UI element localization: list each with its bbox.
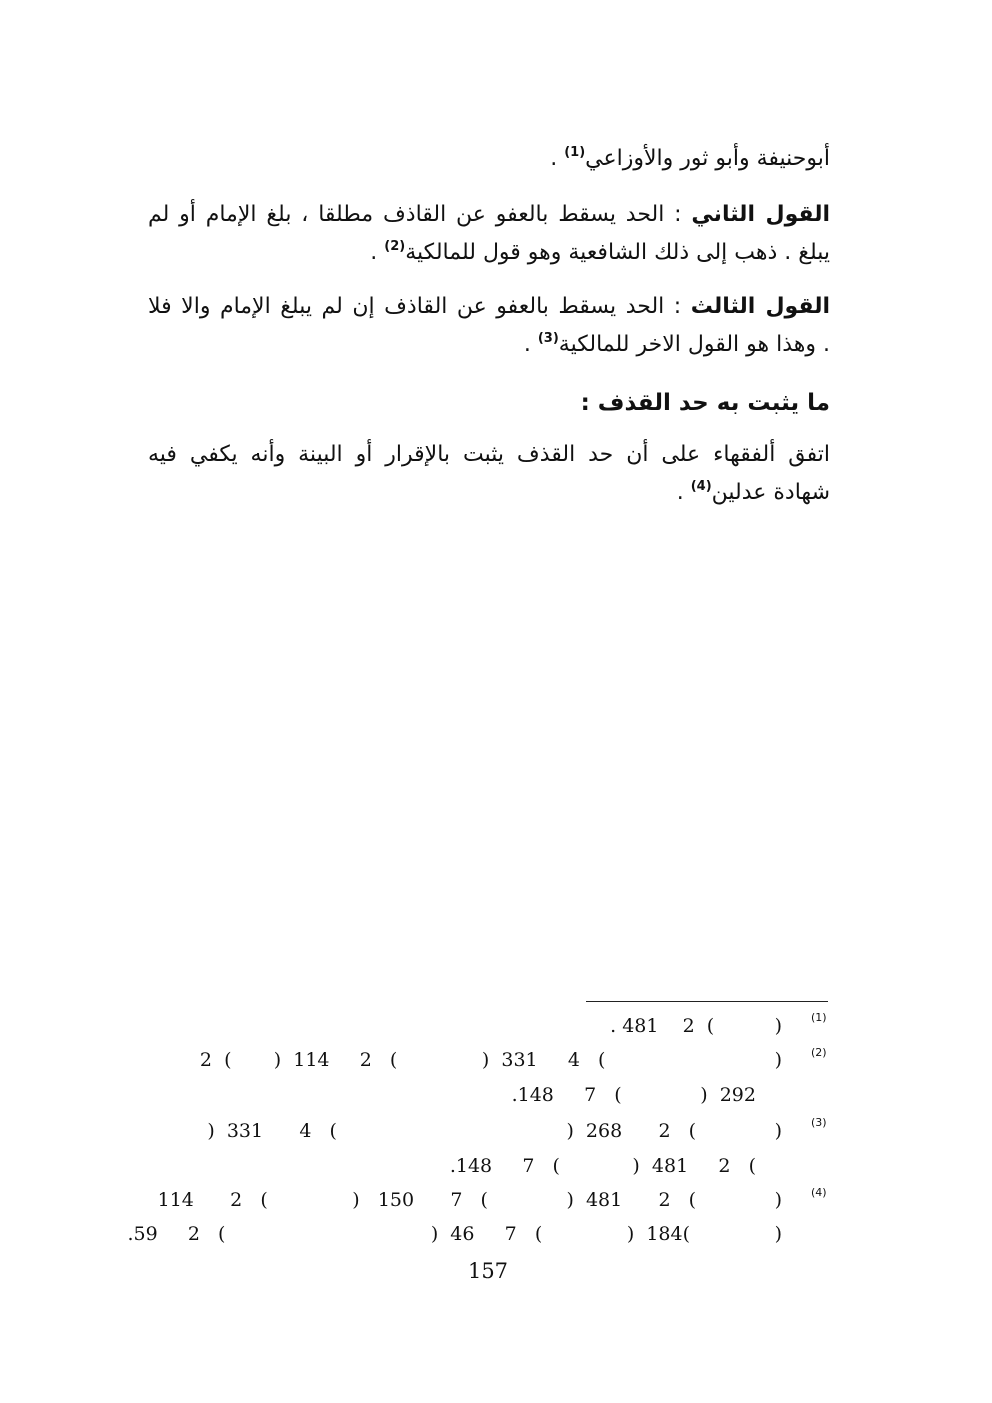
footnote-number-4: (4) (811, 1186, 827, 1199)
third-opinion-label: القول الثالث (690, 294, 830, 319)
paragraph-3-line-2 (524, 330, 830, 360)
paragraph-3-text-1: : الحد يسقط بالعفو عن القاذف إن لم يبلغ الإمام والا فلا (148, 294, 691, 319)
paragraph-4-text-2: شهادة عدلين (711, 480, 830, 505)
paragraph-2-line-1 (148, 200, 830, 230)
paragraph-4-line-1 (148, 440, 830, 470)
footnote-number-1: (1) (811, 1011, 827, 1024)
footnote-2-line-2: .148 7 ( ) 292 (511, 1084, 756, 1106)
footnote-separator (586, 1001, 828, 1002)
footnote-4-line-1: 114 2 ( ) 150 7 ( ) 481 2 ( ) (157, 1189, 782, 1211)
paragraph-4-end: . (676, 480, 691, 505)
footnote-3-line-2: .148 7 ( ) 481 2 ( (449, 1155, 756, 1177)
paragraph-2-line-2 (370, 238, 830, 268)
footnote-3-line-1: ) 331 4 ( ) 268 2 ( ) (207, 1120, 782, 1142)
paragraph-3-line-1 (148, 292, 830, 322)
paragraph-1-end: . (550, 146, 565, 171)
paragraph-2-text-2: يبلغ . ذهب إلى ذلك الشافعية وهو قول للمالكية (405, 240, 830, 265)
footnote-ref-1[interactable]: (1) (564, 145, 586, 160)
footnote-ref-3[interactable]: (3) (537, 331, 559, 346)
paragraph-2-end: . (370, 240, 385, 265)
paragraph-1-text: أبوحنيفة وأبو ثور والأوزاعي (585, 146, 830, 171)
paragraph-2-text-1: : الحد يسقط بالعفو عن القاذف مطلقا ، بلغ الإمام أو لم (148, 202, 692, 227)
footnote-ref-2[interactable]: (2) (384, 239, 406, 254)
footnote-2-line-1: 2 ( ) 114 2 ( ) 331 4 ( ) (199, 1049, 782, 1071)
section-heading: ما يثبت به حد القذف : (580, 390, 830, 416)
paragraph-1-line (550, 144, 830, 174)
paragraph-4-text-1: اتفق ألفقهاء على أن حد القذف يثبت بالإقرار أو البينة وأنه يكفي فيه (148, 442, 830, 467)
paragraph-3-text-2: . وهذا هو القول الاخر للمالكية (558, 332, 830, 357)
paragraph-3-end: . (523, 332, 538, 357)
paragraph-4-line-2 (677, 478, 830, 508)
footnote-1-line-1: . 481 2 ( ) (610, 1015, 782, 1037)
footnote-ref-4[interactable]: (4) (690, 479, 712, 494)
page-number: 157 (467, 1259, 509, 1283)
second-opinion-label: القول الثاني (691, 202, 830, 227)
footnote-number-2: (2) (811, 1046, 827, 1059)
footnote-4-line-2: .59 2 ( ) 46 7 ( ) 184( ) (127, 1223, 782, 1245)
footnote-number-3: (3) (811, 1116, 827, 1129)
